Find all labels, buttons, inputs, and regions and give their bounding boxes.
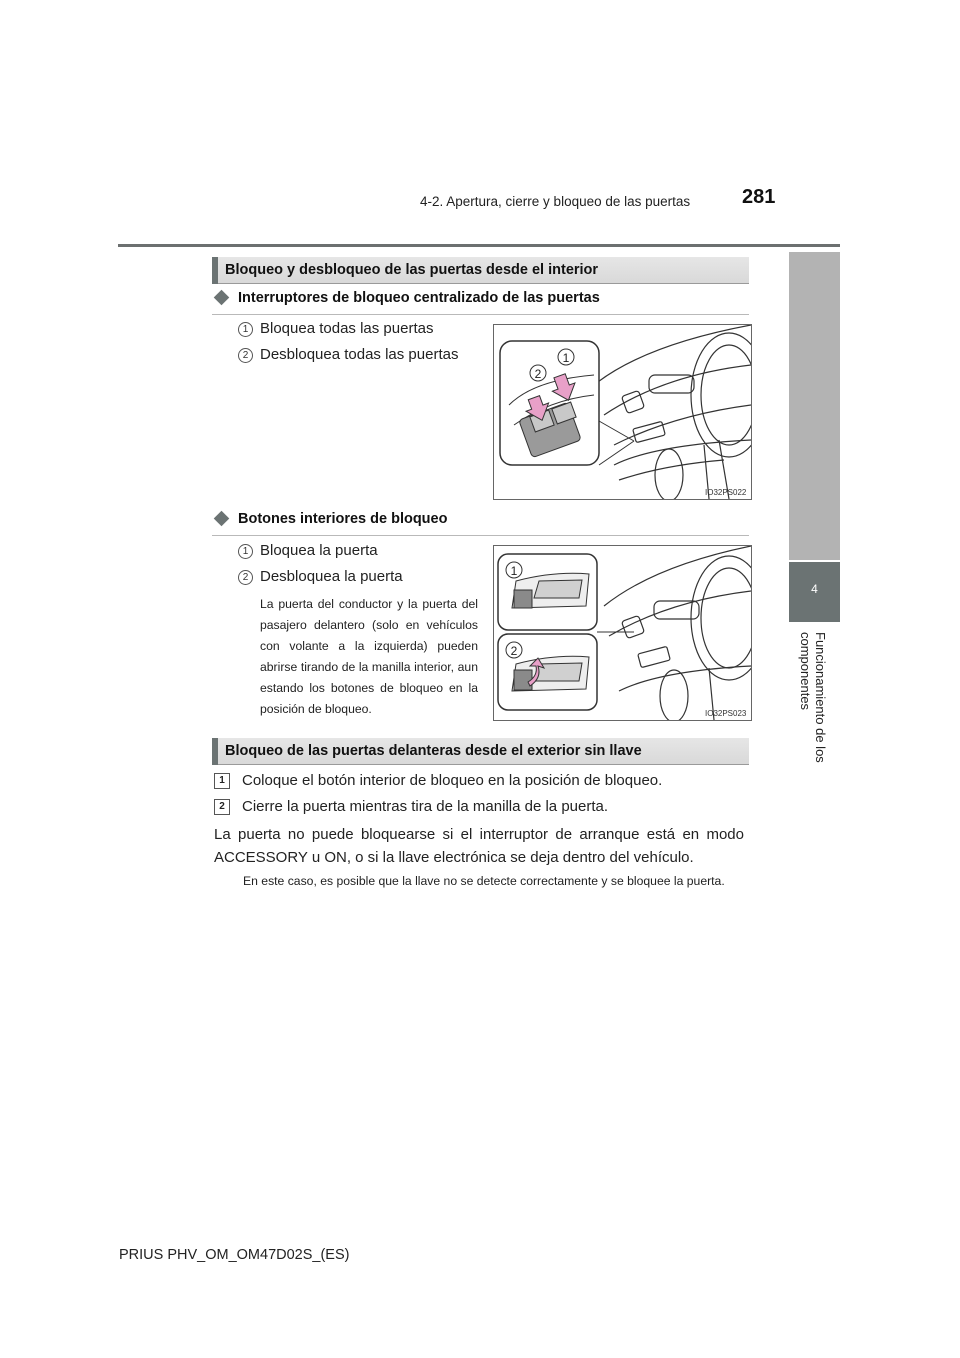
step-number: 2 (214, 799, 230, 815)
list-item: Bloquea la puerta (260, 542, 378, 559)
step-number: 1 (214, 773, 230, 789)
section-marker (212, 257, 218, 284)
diamond-bullet-icon (214, 511, 230, 527)
subhead-central-lock (212, 290, 749, 315)
step-text: Coloque el botón interior de bloqueo en la posición de bloqueo. (242, 772, 663, 789)
note-text: La puerta del conductor y la puerta del pasajero delantero (solo en vehículos con volante a la izquierda) pueden abrirse tirando de la manilla interior, aun estando los botones de bloqueo en la posición de bloqueo. (260, 597, 478, 716)
list-item: Desbloquea todas las puertas (260, 346, 459, 363)
figure-code: IO32PS022 (705, 488, 747, 497)
running-header: 4-2. Apertura, cierre y bloqueo de las puertas (420, 194, 691, 209)
section-header-interior (212, 257, 749, 284)
circled-number: 2 (238, 348, 253, 363)
side-tab-upper (789, 252, 840, 560)
step-text: Cierre la puerta mientras tira de la manilla de la puerta. (242, 798, 609, 815)
section-marker (212, 738, 218, 765)
svg-text:1: 1 (562, 351, 570, 365)
list-item: Bloquea todas las puertas (260, 320, 434, 337)
section-title: Bloqueo de las puertas delanteras desde el exterior sin llave (225, 743, 642, 759)
figure-code: IO32PS023 (705, 709, 747, 718)
list-item: Desbloquea la puerta (260, 568, 403, 585)
diamond-bullet-icon (214, 290, 230, 306)
chapter-number: 4 (811, 582, 818, 596)
figure-lock-buttons (493, 545, 752, 721)
section-title: Bloqueo y desbloqueo de las puertas desde el interior (225, 262, 599, 278)
figure-central-lock-switch (493, 324, 752, 500)
page-number: 281 (742, 186, 776, 208)
chapter-title-vertical: Funcionamiento de los componentes (798, 632, 828, 763)
circled-number: 1 (238, 322, 253, 337)
svg-text:2: 2 (510, 644, 518, 658)
subhead-lock-buttons (212, 511, 749, 536)
svg-text:1: 1 (510, 564, 518, 578)
header-rule (118, 244, 840, 247)
subhead-title: Botones interiores de bloqueo (238, 511, 448, 527)
circled-number: 1 (238, 544, 253, 559)
paragraph: La puerta no puede bloquearse si el interruptor de arranque está en modo ACCESSORY u ON, o si la llave electrónica se deja dentro del vehículo. (214, 826, 744, 866)
subhead-title: Interruptores de bloqueo centralizado de las puertas (238, 290, 600, 306)
illustration-door-panel (494, 325, 751, 499)
circled-number: 2 (238, 570, 253, 585)
note-text: En este caso, es posible que la llave no se detecte correctamente y se bloquee la puerta. (243, 874, 725, 888)
illustration-inner-handle (494, 546, 751, 720)
svg-text:2: 2 (534, 367, 542, 381)
footer-code: PRIUS PHV_OM_OM47D02S_(ES) (119, 1247, 350, 1263)
chapter-tab (789, 562, 840, 622)
section-header-exterior (212, 738, 749, 765)
